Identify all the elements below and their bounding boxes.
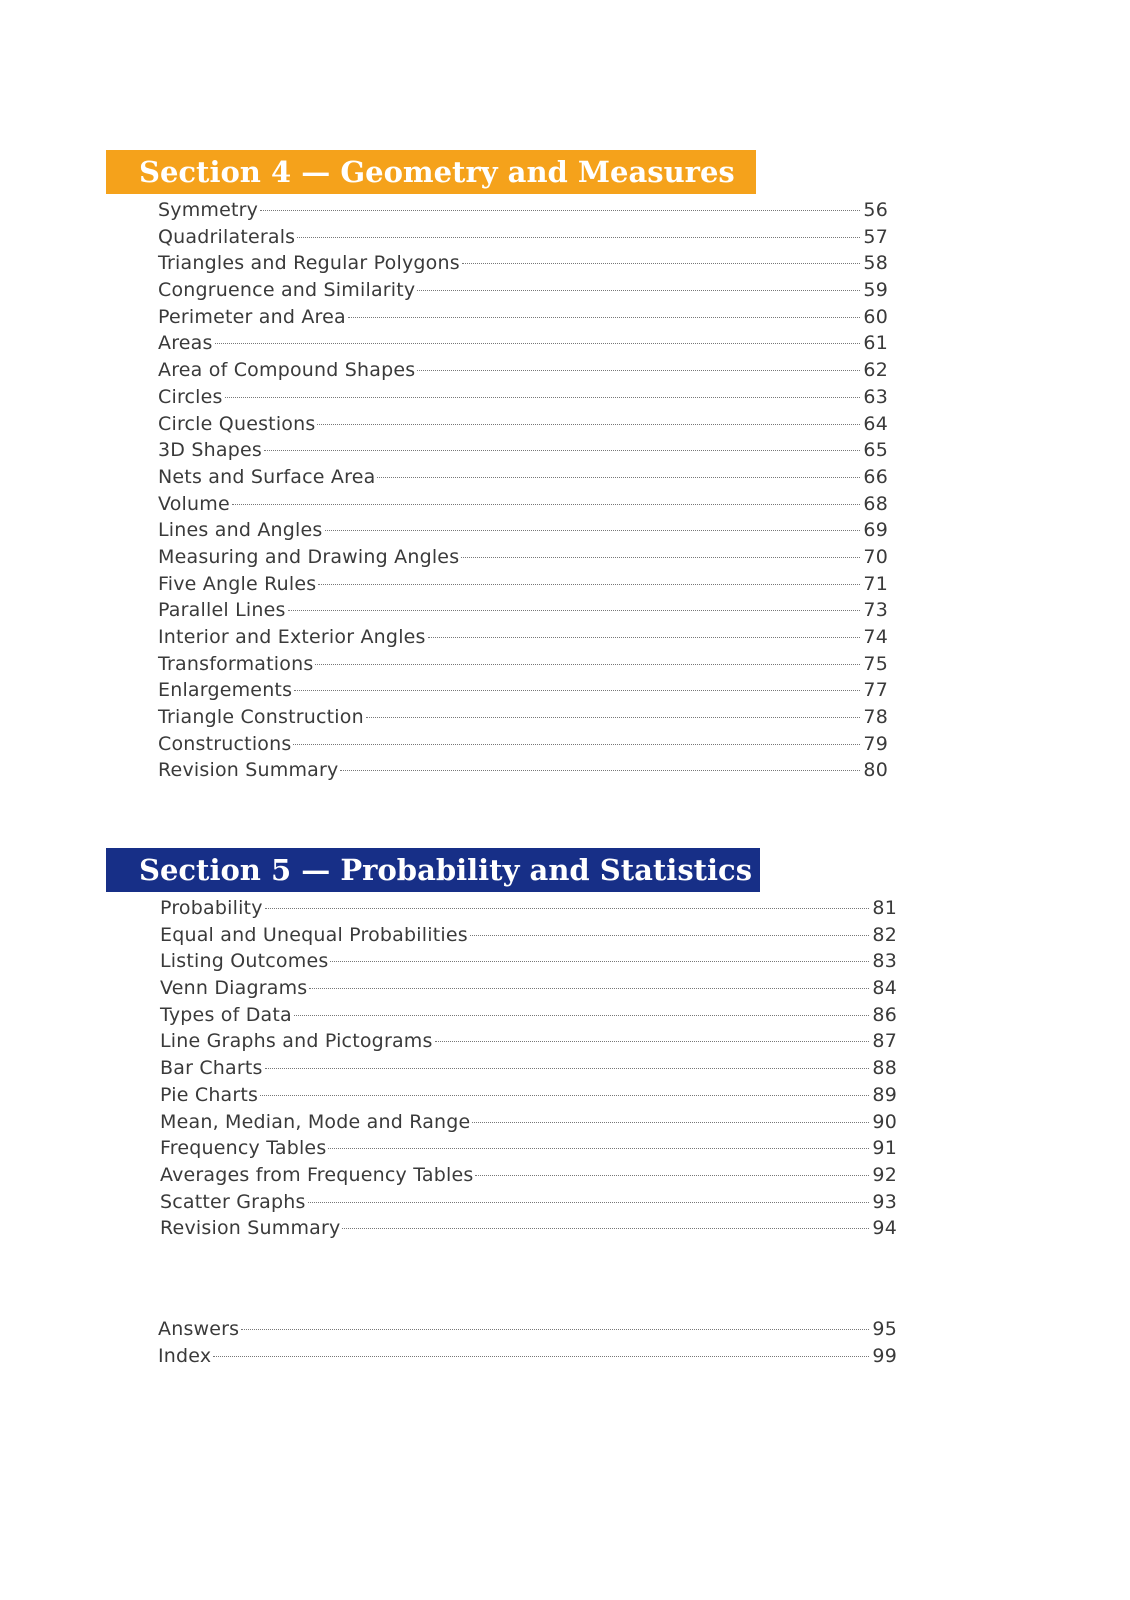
toc-entry-title: Perimeter and Area: [158, 305, 346, 328]
toc-entry: [158, 330, 888, 357]
toc-entry: [158, 277, 888, 304]
toc-entry-page-number: 74: [863, 626, 888, 648]
toc-entry: [158, 1316, 897, 1343]
toc-entry: [158, 304, 888, 331]
dot-leader: [265, 908, 870, 909]
dot-leader: [260, 210, 860, 211]
toc-entry-page-number: 59: [863, 279, 888, 302]
toc-entry-title: Averages from Frequency Tables: [160, 1163, 474, 1186]
toc-entry-title: Triangle Construction: [158, 706, 364, 729]
toc-entry-title: Frequency Tables: [160, 1137, 327, 1160]
toc-entry-page-number: 70: [863, 545, 888, 568]
toc-entry-title: Measuring and Drawing Angles: [158, 545, 460, 568]
dot-leader: [215, 343, 861, 344]
toc-entry: [158, 651, 888, 678]
toc-entry: [158, 224, 888, 251]
dot-leader: [417, 370, 860, 371]
toc-entry-page-number: 61: [863, 332, 888, 355]
toc-entry-title: Revision Summary: [160, 1217, 341, 1240]
toc-entry: [160, 1055, 897, 1082]
toc-entry-title: Interior and Exterior Angles: [158, 626, 426, 648]
toc-entry-title: Symmetry: [158, 199, 259, 221]
toc-entry-title: Listing Outcomes: [160, 950, 329, 973]
toc-entry: [160, 948, 897, 975]
dot-leader: [308, 1202, 870, 1203]
toc-entry-title: Circle Questions: [158, 412, 316, 435]
toc-entry-title: Five Angle Rules: [158, 572, 317, 595]
toc-entry: [158, 544, 888, 571]
toc-entry-title: Circles: [158, 385, 223, 408]
toc-entry: [158, 384, 888, 411]
toc-entry: [158, 437, 888, 464]
toc-entry-page-number: 90: [872, 1110, 897, 1133]
toc-entry: [160, 1135, 897, 1162]
toc-entry-title: Triangles and Regular Polygons: [158, 252, 460, 275]
dot-leader: [366, 717, 861, 718]
toc-entry-page-number: 88: [872, 1057, 897, 1080]
toc-entry-title: Venn Diagrams: [160, 977, 308, 1000]
toc-entry: [158, 464, 888, 491]
toc-entry-page-number: 86: [872, 1003, 897, 1026]
toc-entry-page-number: 91: [872, 1137, 897, 1160]
dot-leader: [328, 1148, 869, 1149]
dot-leader: [475, 1175, 869, 1176]
toc-entry-page-number: 94: [872, 1217, 897, 1240]
dot-leader: [330, 961, 869, 962]
toc-entry-title: Pie Charts: [160, 1083, 259, 1106]
toc-entry-title: Area of Compound Shapes: [158, 359, 416, 382]
toc-entry-page-number: 56: [863, 199, 888, 221]
dot-leader: [435, 1041, 870, 1042]
toc-entry: [160, 1215, 897, 1242]
toc-entry-page-number: 75: [863, 652, 888, 675]
dot-leader: [462, 263, 861, 264]
toc-entry-title: Volume: [158, 492, 230, 515]
toc-entry-page-number: 93: [872, 1190, 897, 1213]
toc-entry-page-number: 57: [863, 225, 888, 248]
toc-entry-title: Line Graphs and Pictograms: [160, 1030, 433, 1053]
toc-entry: [160, 895, 897, 922]
section-4-contents: [158, 197, 888, 784]
toc-entry: [158, 491, 888, 518]
toc-entry-title: Scatter Graphs: [160, 1190, 306, 1213]
toc-entry-page-number: 80: [863, 759, 888, 782]
toc-entry: [158, 517, 888, 544]
toc-entry: [160, 1028, 897, 1055]
toc-entry-title: Nets and Surface Area: [158, 465, 376, 488]
dot-leader: [294, 690, 860, 691]
toc-entry: [158, 197, 888, 224]
dot-leader: [294, 1015, 870, 1016]
toc-entry-title: Quadrilaterals: [158, 225, 296, 248]
dot-leader: [340, 770, 860, 771]
dot-leader: [318, 584, 860, 585]
dot-leader: [297, 237, 860, 238]
dot-leader: [264, 450, 860, 451]
dot-leader: [317, 424, 860, 425]
toc-entry: [158, 1343, 897, 1370]
dot-leader: [241, 1329, 869, 1330]
toc-entry: [160, 922, 897, 949]
dot-leader: [428, 637, 861, 638]
toc-entry-page-number: 63: [863, 385, 888, 408]
dot-leader: [232, 504, 861, 505]
toc-entry-title: Revision Summary: [158, 759, 339, 782]
dot-leader: [225, 397, 861, 398]
dot-leader: [342, 1228, 869, 1229]
toc-entry-title: Answers: [158, 1318, 240, 1340]
toc-entry: [160, 1162, 897, 1189]
toc-entry-page-number: 73: [863, 599, 888, 622]
dot-leader: [417, 290, 860, 291]
toc-entry: [158, 571, 888, 598]
toc-entry-title: Enlargements: [158, 679, 293, 702]
toc-entry-title: Transformations: [158, 652, 314, 675]
toc-entry-page-number: 95: [872, 1318, 897, 1340]
toc-entry-page-number: 79: [863, 732, 888, 755]
dot-leader: [470, 935, 870, 936]
dot-leader: [461, 557, 860, 558]
toc-entry: [158, 624, 888, 651]
toc-entry-page-number: 89: [872, 1083, 897, 1106]
toc-entry-page-number: 62: [863, 359, 888, 382]
toc-entry-title: Equal and Unequal Probabilities: [160, 923, 468, 946]
toc-entry-page-number: 78: [863, 706, 888, 729]
dot-leader: [348, 317, 861, 318]
toc-entry-page-number: 65: [863, 439, 888, 462]
dot-leader: [315, 664, 860, 665]
section-5-contents: [160, 895, 897, 1242]
toc-entry: [158, 757, 888, 784]
dot-leader: [260, 1095, 869, 1096]
section-5-heading: Section 5 — Probability and Statistics: [106, 848, 760, 892]
toc-entry-title: Lines and Angles: [158, 519, 323, 542]
toc-entry: [160, 1082, 897, 1109]
toc-entry-page-number: 81: [872, 897, 897, 919]
toc-entry: [160, 1189, 897, 1216]
toc-entry-page-number: 99: [872, 1344, 897, 1367]
toc-entry-page-number: 66: [863, 465, 888, 488]
toc-entry: [158, 677, 888, 704]
toc-entry-page-number: 64: [863, 412, 888, 435]
toc-entry: [158, 357, 888, 384]
toc-entry-title: Probability: [160, 897, 263, 919]
toc-entry: [158, 731, 888, 758]
toc-entry-page-number: 77: [863, 679, 888, 702]
toc-entry-title: Index: [158, 1344, 212, 1367]
dot-leader: [288, 610, 861, 611]
toc-entry: [160, 1109, 897, 1136]
dot-leader: [293, 744, 860, 745]
toc-entry-page-number: 92: [872, 1163, 897, 1186]
toc-entry-page-number: 87: [872, 1030, 897, 1053]
toc-entry-title: Congruence and Similarity: [158, 279, 416, 302]
dot-leader: [472, 1122, 869, 1123]
toc-entry-title: 3D Shapes: [158, 439, 262, 462]
dot-leader: [377, 477, 860, 478]
toc-entry-title: Areas: [158, 332, 213, 355]
toc-entry-title: Bar Charts: [160, 1057, 263, 1080]
toc-entry-page-number: 68: [863, 492, 888, 515]
dot-leader: [309, 988, 869, 989]
dot-leader: [213, 1356, 869, 1357]
backmatter-contents: [158, 1316, 897, 1369]
toc-entry: [158, 704, 888, 731]
toc-entry-page-number: 84: [872, 977, 897, 1000]
toc-entry-title: Constructions: [158, 732, 292, 755]
toc-entry-page-number: 58: [863, 252, 888, 275]
toc-entry: [158, 597, 888, 624]
section-4-heading: Section 4 — Geometry and Measures: [106, 150, 756, 194]
dot-leader: [265, 1068, 870, 1069]
toc-entry-page-number: 83: [872, 950, 897, 973]
dot-leader: [325, 530, 861, 531]
toc-entry: [160, 1002, 897, 1029]
toc-entry-page-number: 71: [863, 572, 888, 595]
toc-entry-page-number: 82: [872, 923, 897, 946]
toc-entry-page-number: 60: [863, 305, 888, 328]
toc-entry: [158, 250, 888, 277]
toc-entry-page-number: 69: [863, 519, 888, 542]
toc-entry-title: Mean, Median, Mode and Range: [160, 1110, 471, 1133]
toc-entry: [158, 411, 888, 438]
toc-entry-title: Parallel Lines: [158, 599, 286, 622]
toc-entry-title: Types of Data: [160, 1003, 292, 1026]
toc-entry: [160, 975, 897, 1002]
